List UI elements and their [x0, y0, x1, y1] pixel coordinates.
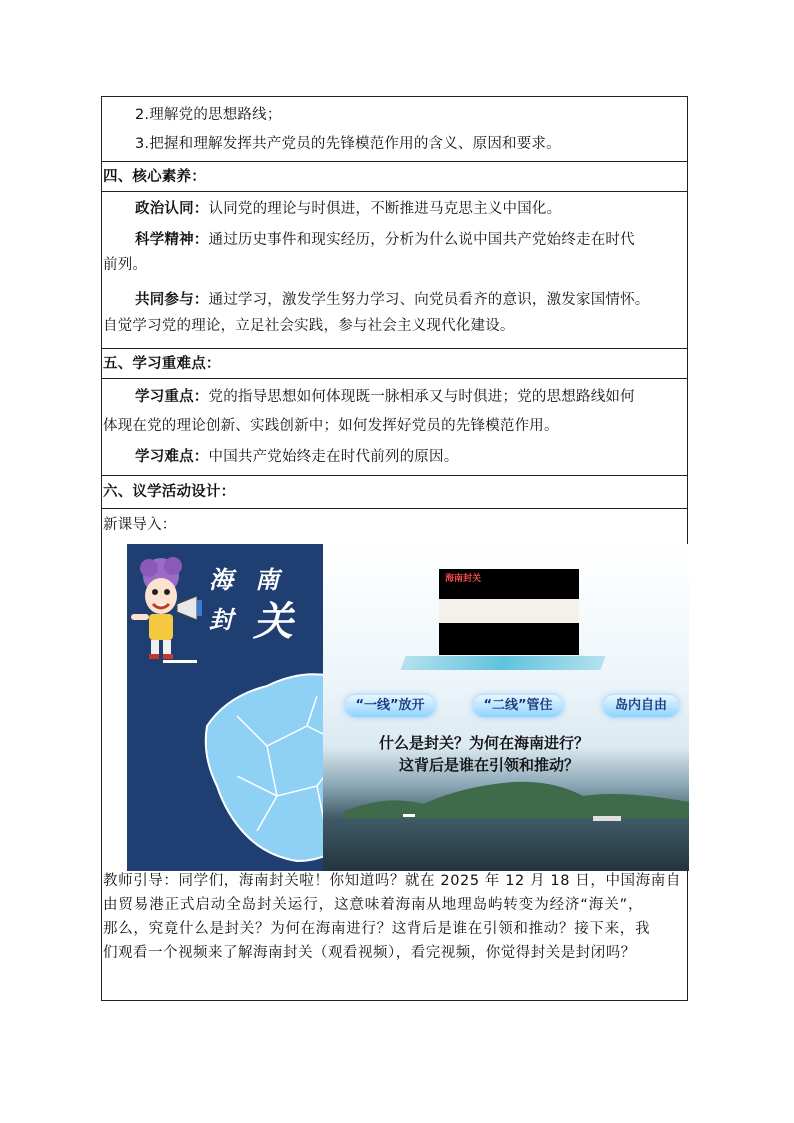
- poster-question-1: 什么是封关？为何在海南进行？: [379, 734, 590, 752]
- section5-body-row: [102, 378, 687, 475]
- section6-body-row: [102, 508, 687, 1000]
- focus-line: [135, 387, 635, 407]
- science-label: 科学精神：: [135, 232, 209, 248]
- guide-line-1: 教师引导：同学们，海南封关啦！你知道吗？就在 2025 年 12 月 18 日，中国海南自: [103, 873, 681, 889]
- focus-text: 党的指导思想如何体现既一脉相承又与时俱进；党的思想路线如何: [208, 389, 635, 405]
- participation-text: 通过学习，激发学生努力学习、向党员看齐的意识，激发家国情怀。: [208, 292, 650, 308]
- hainan-customs-poster: [127, 544, 689, 871]
- difficulty-label: 学习难点：: [135, 449, 209, 465]
- political-line: [135, 199, 561, 219]
- science-line: [135, 230, 635, 250]
- focus-label: 学习重点：: [135, 389, 209, 405]
- video-thumbnail[interactable]: [439, 569, 579, 655]
- objectives-row: [102, 97, 687, 161]
- video-white-band: [439, 599, 579, 623]
- megaphone-icon: [175, 594, 205, 622]
- poster-question-2: 这背后是谁在引领和推动？: [399, 756, 580, 774]
- science-text: 通过历史事件和现实经历，分析为什么说中国共产党始终走在时代: [208, 232, 635, 248]
- video-stand: [400, 656, 605, 670]
- pill-first-line: “一线”放开: [345, 695, 435, 717]
- underline-bar: [163, 660, 197, 663]
- objective-2: 2.理解党的思想路线；: [135, 107, 282, 123]
- intro-label: 新课导入：: [103, 517, 177, 533]
- island-hills-icon: [323, 772, 689, 832]
- poster-left-panel: [127, 544, 323, 871]
- section4-heading: 四、核心素养：: [103, 169, 206, 185]
- pill-island-free: 岛内自由: [603, 695, 679, 717]
- section6-heading-row: [102, 475, 687, 508]
- political-text: 认同党的理论与时俱进，不断推进马克思主义中国化。: [208, 201, 562, 217]
- lesson-plan-table: [101, 96, 688, 1001]
- pill-second-line: “二线”管住: [473, 695, 563, 717]
- section4-heading-row: [102, 161, 687, 191]
- guide-line-3: 那么，究竟什么是封关？为何在海南进行？这背后是谁在引领和推动？接下来，我: [103, 921, 651, 937]
- focus-line-2: 体现在党的理论创新、实践创新中；如何发挥好党员的先锋模范作用。: [103, 418, 559, 434]
- participation-label: 共同参与：: [135, 292, 209, 308]
- section6-heading: 六、议学活动设计：: [103, 484, 236, 500]
- section4-body-row: [102, 191, 687, 348]
- objective-3: 3.把握和理解发挥共产党员的先锋模范作用的含义、原因和要求。: [135, 136, 561, 152]
- difficulty-text: 中国共产党始终走在时代前列的原因。: [208, 449, 459, 465]
- participation-line: [135, 290, 650, 310]
- political-label: 政治认同：: [135, 201, 209, 217]
- section5-heading: 五、学习重难点：: [103, 356, 221, 372]
- video-caption: 海南封关: [445, 574, 482, 584]
- title-char-1: 海: [209, 565, 233, 594]
- guide-line-4: 们观看一个视频来了解海南封关（观看视频），看完视频，你觉得封关是封闭吗？: [103, 945, 636, 961]
- section5-heading-row: [102, 348, 687, 378]
- science-line-2: 前列。: [103, 257, 148, 273]
- guide-line-2: 由贸易港正式启动全岛封关运行，这意味着海南从地理岛屿转变为经济“海关”，: [103, 897, 644, 913]
- title-char-3: 封: [209, 605, 233, 634]
- title-char-4: 关: [253, 598, 293, 645]
- participation-line-2: 自觉学习党的理论，立足社会实践，参与社会主义现代化建设。: [103, 318, 515, 334]
- title-char-2: 南: [255, 565, 279, 594]
- difficulty-line: [135, 447, 458, 467]
